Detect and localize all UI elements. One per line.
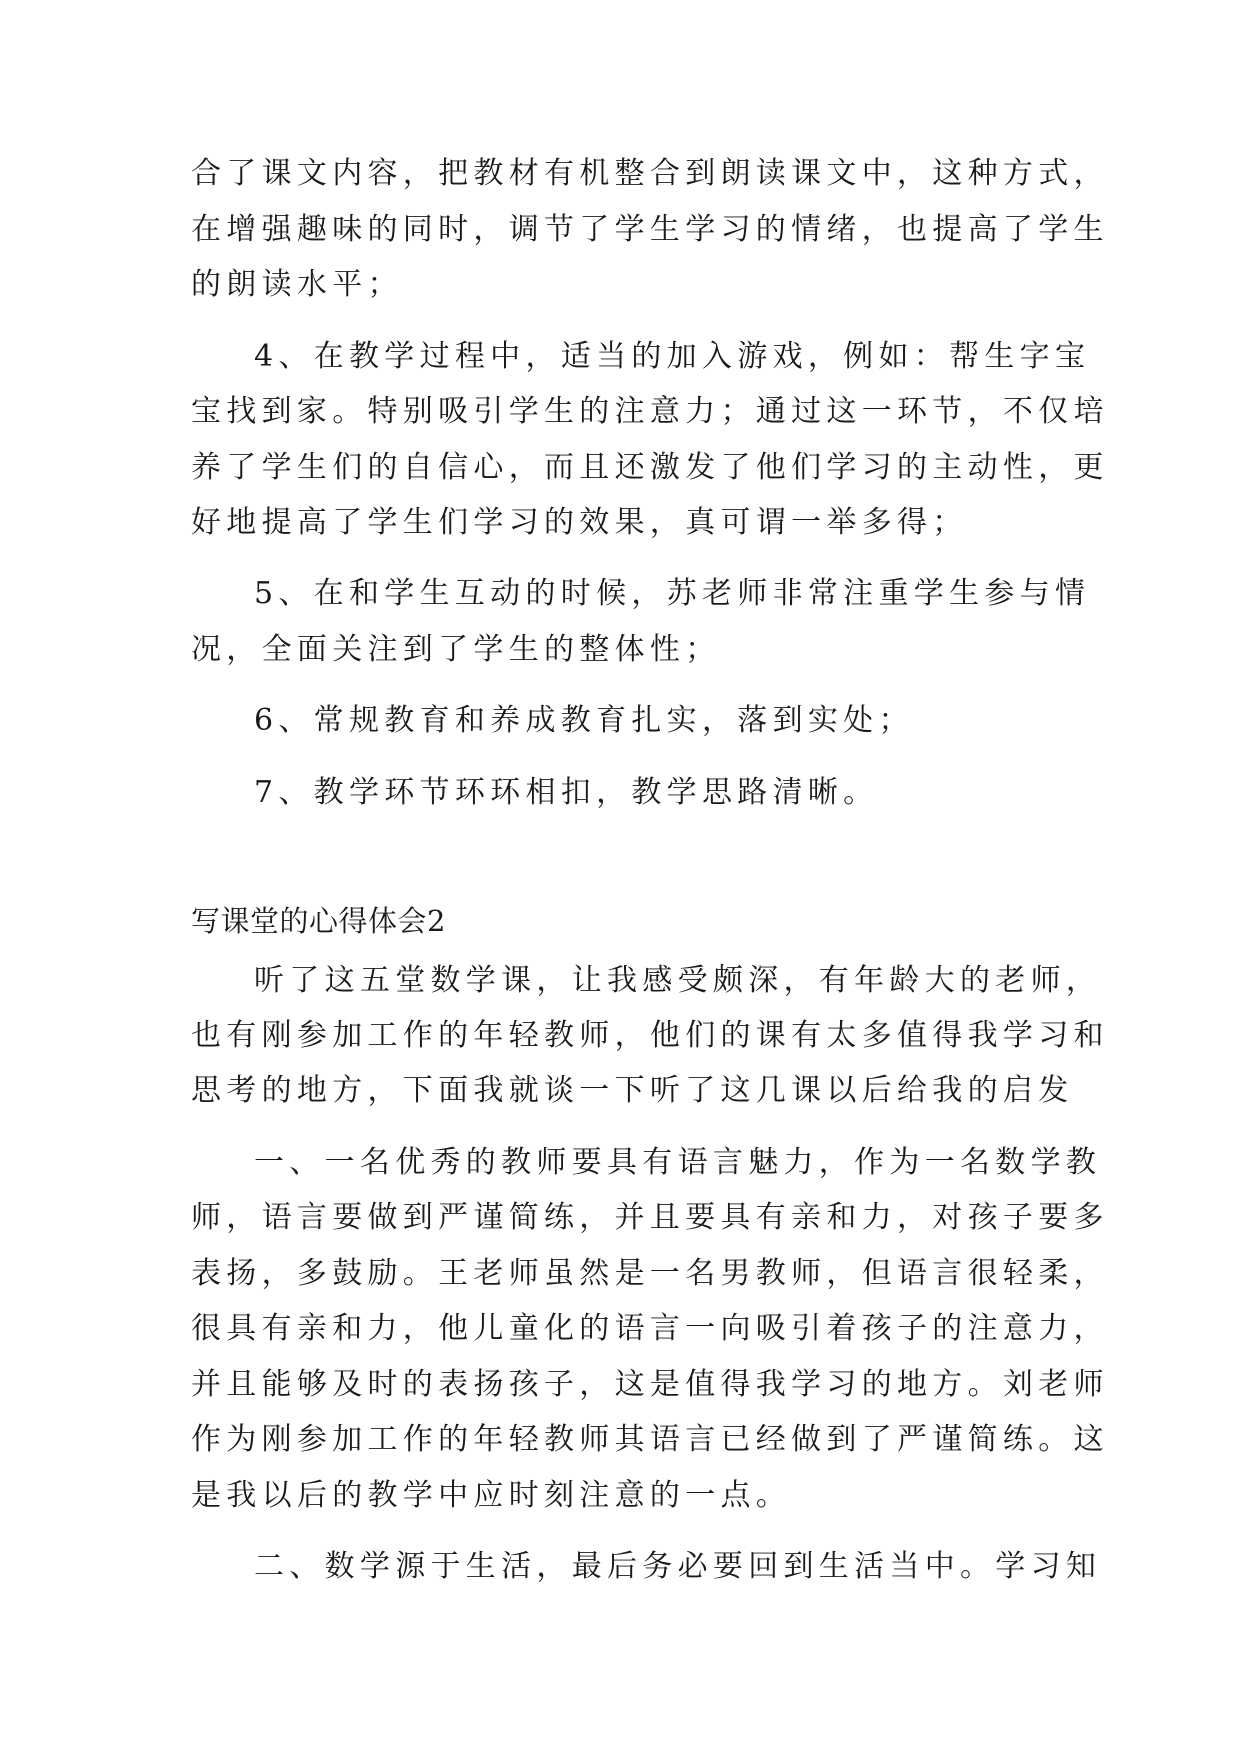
paragraph-line: 听了这五堂数学课，让我感受颇深，有年龄大的老师，: [254, 963, 1102, 998]
paragraph-line: 是我以后的教学中应时刻注意的一点。: [191, 1478, 792, 1513]
paragraph-line: 宝找到家。特别吸引学生的注意力；通过这一环节，不仅培: [191, 394, 1109, 429]
section-heading: 写课堂的心得体会2: [191, 904, 446, 938]
paragraph-line: 思考的地方，下面我就谈一下听了这几课以后给我的启发: [191, 1073, 1074, 1108]
paragraph-line: 5、在和学生互动的时候，苏老师非常注重学生参与情: [254, 576, 1091, 611]
paragraph-line: 况，全面关注到了学生的整体性；: [191, 632, 721, 667]
paragraph-line: 合了课文内容，把教材有机整合到朗读课文中，这种方式，: [191, 156, 1109, 191]
paragraph-line: 一、一名优秀的教师要具有语言魅力，作为一名数学教: [254, 1145, 1102, 1180]
paragraph-line: 作为刚参加工作的年轻教师其语言已经做到了严谨简练。这: [191, 1422, 1109, 1457]
paragraph-line: 的朗读水平；: [191, 267, 403, 302]
paragraph-line: 表扬，多鼓励。王老师虽然是一名男教师，但语言很轻柔，: [191, 1256, 1109, 1291]
paragraph-line: 7、教学环节环环相扣，教学思路清晰。: [254, 775, 879, 810]
paragraph-line: 师，语言要做到严谨简练，并且要具有亲和力，对孩子要多: [191, 1200, 1109, 1235]
paragraph-line: 4、在教学过程中，适当的加入游戏，例如：帮生字宝: [254, 339, 1091, 374]
paragraph-line: 好地提高了学生们学习的效果，真可谓一举多得；: [191, 505, 968, 540]
paragraph-line: 也有刚参加工作的年轻教师，他们的课有太多值得我学习和: [191, 1018, 1109, 1053]
paragraph-line: 在增强趣味的同时，调节了学生学习的情绪，也提高了学生: [191, 212, 1109, 247]
paragraph-line: 养了学生们的自信心，而且还激发了他们学习的主动性，更: [191, 450, 1109, 485]
paragraph-line: 6、常规教育和养成教育扎实，落到实处；: [254, 703, 914, 738]
paragraph-line: 很具有亲和力，他儿童化的语言一向吸引着孩子的注意力，: [191, 1311, 1109, 1346]
paragraph-line: 二、数学源于生活，最后务必要回到生活当中。学习知: [254, 1549, 1102, 1584]
paragraph-line: 并且能够及时的表扬孩子，这是值得我学习的地方。刘老师: [191, 1367, 1109, 1402]
